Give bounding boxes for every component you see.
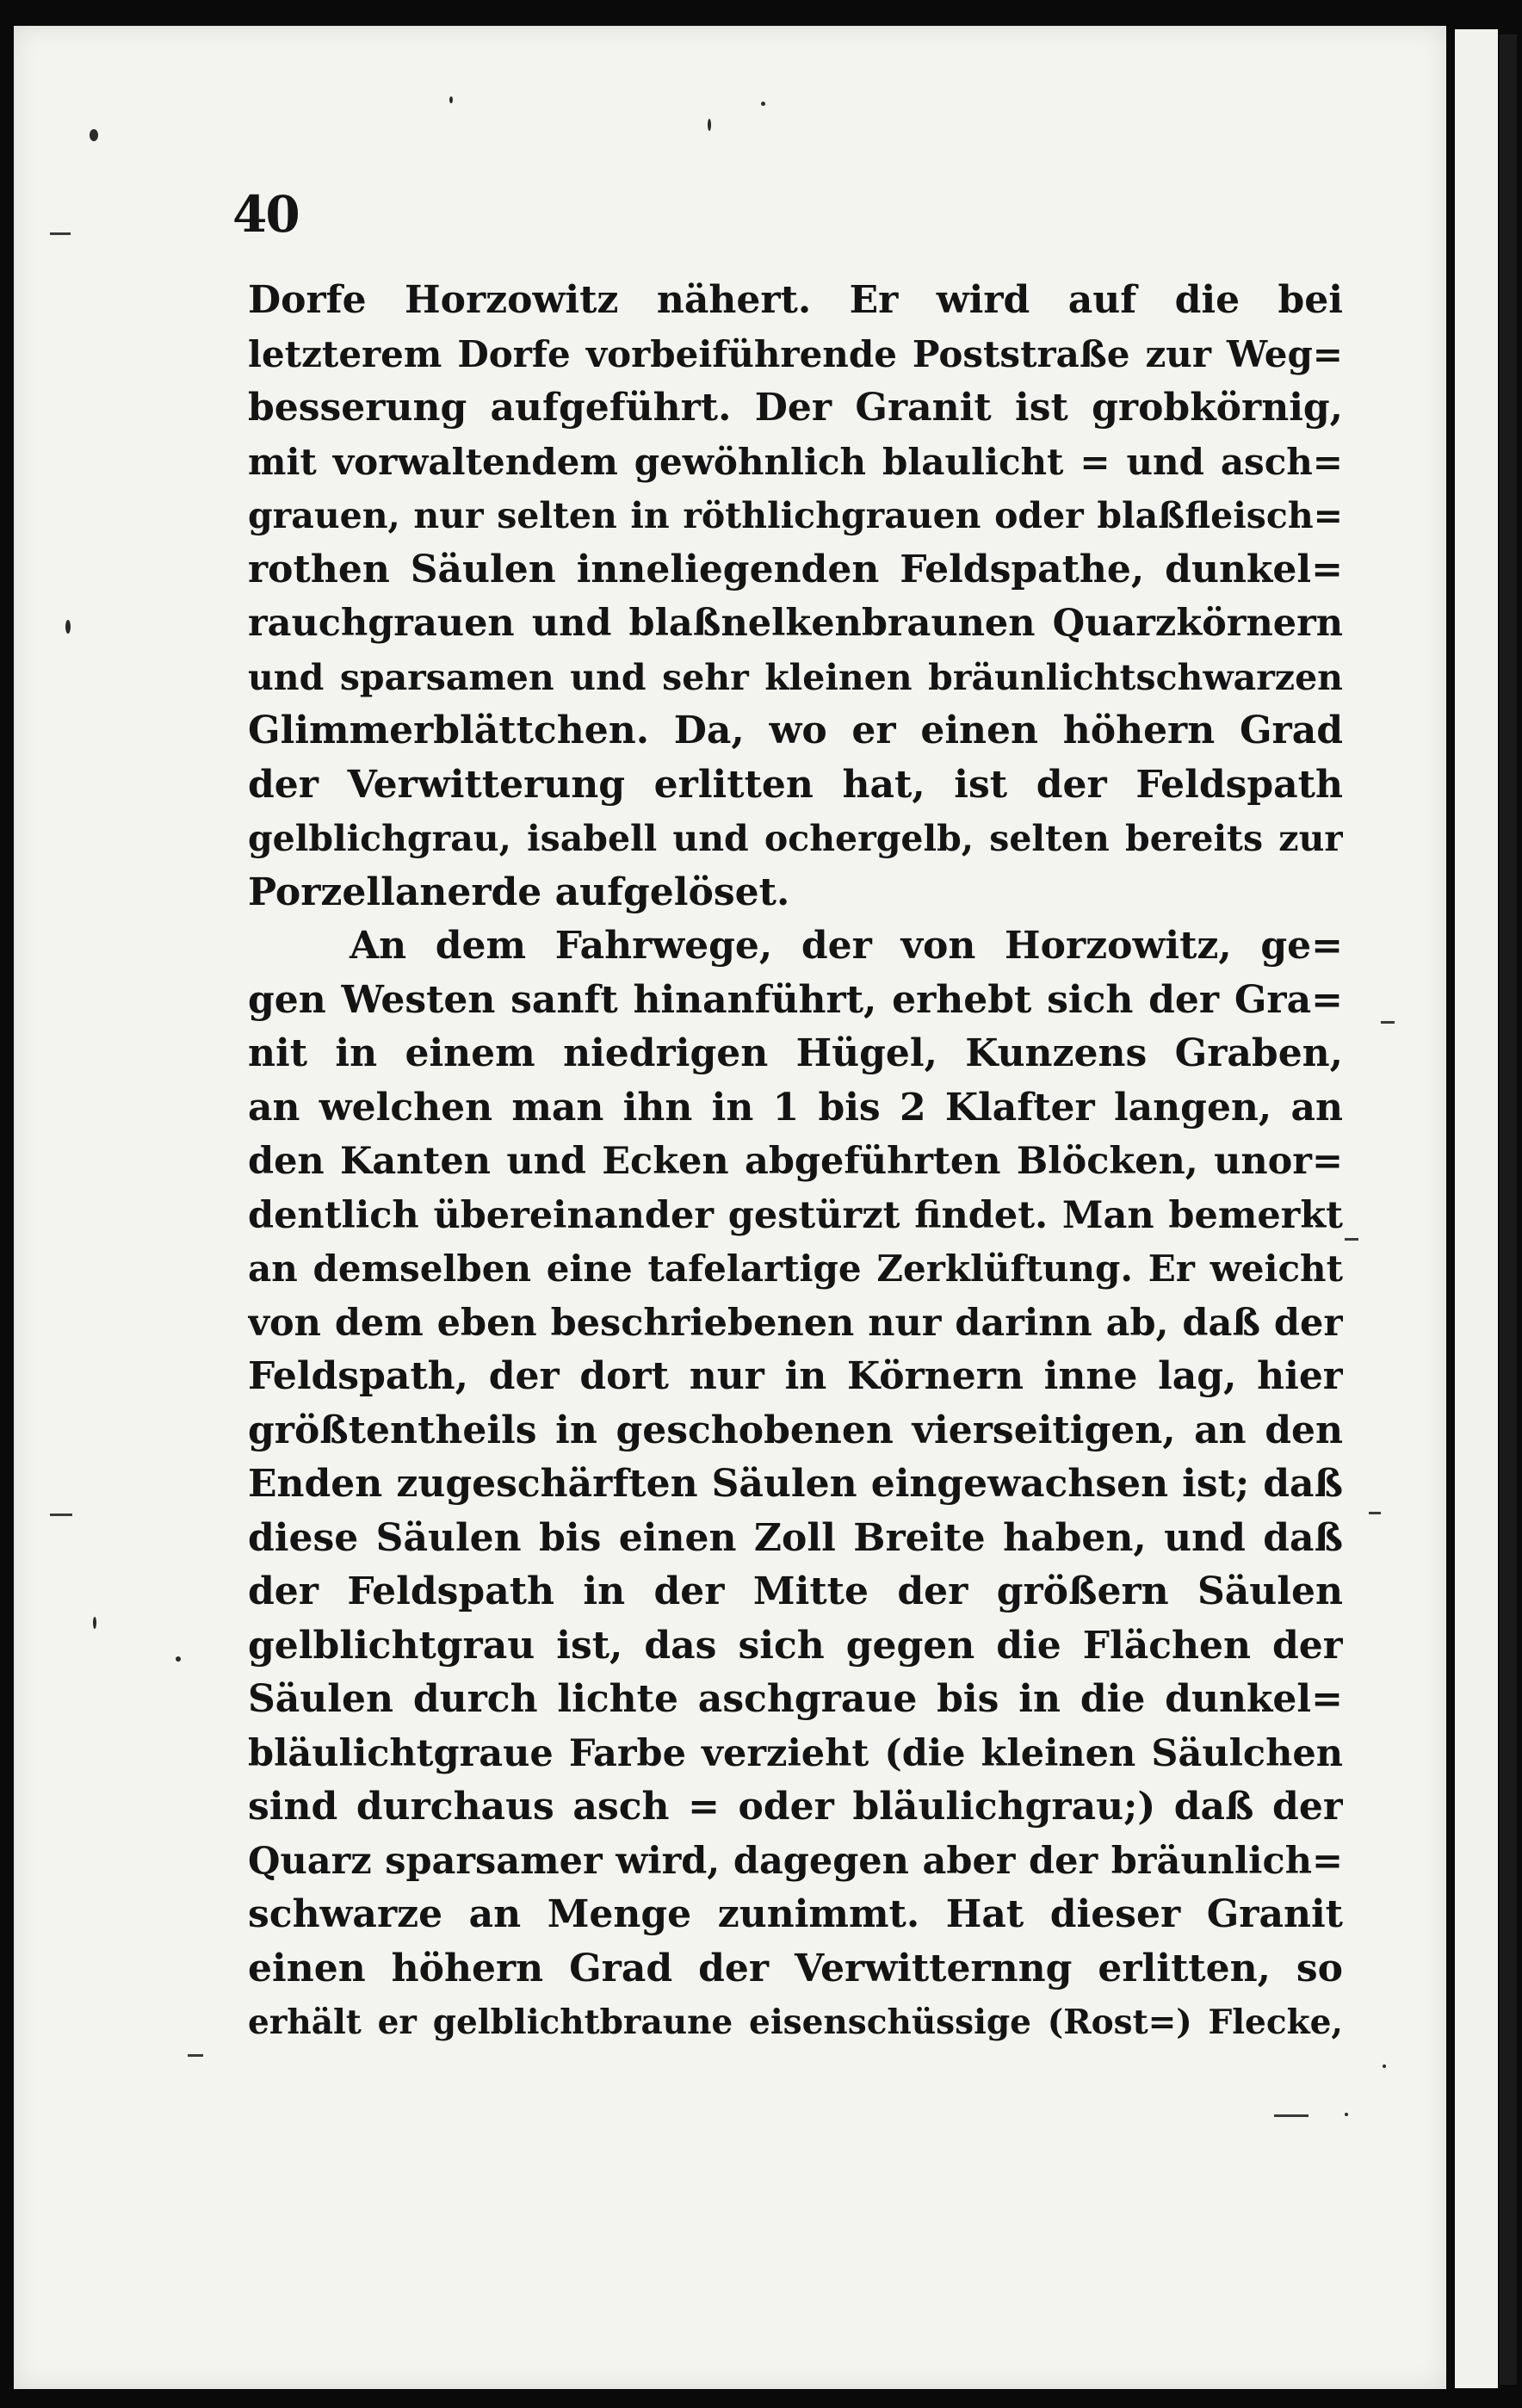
page-number: 40 bbox=[232, 185, 299, 244]
scan-speck bbox=[176, 1656, 181, 1662]
text-line: mit vorwaltendem gewöhnlich blaulicht = und asch= bbox=[248, 440, 1343, 483]
text-line: der Verwitterung erlitten hat, ist der Feldspath bbox=[248, 762, 1343, 807]
scan-mark bbox=[1345, 1238, 1358, 1241]
text-line: rauchgrauen und blaßnelkenbraunen Quarzkörnern bbox=[248, 602, 1343, 645]
text-line: schwarze an Menge zunimmt. Hat dieser Granit bbox=[248, 1892, 1343, 1936]
text-line: diese Säulen bis einen Zoll Breite haben, und daß bbox=[248, 1515, 1343, 1560]
text-line: sind durchaus asch = oder bläulichgrau;) daß der bbox=[248, 1785, 1343, 1829]
text-line: einen höhern Grad der Verwitternng erlitten, so bbox=[248, 1946, 1343, 1990]
scan-mark bbox=[50, 232, 71, 235]
scan-mark bbox=[1381, 1021, 1395, 1024]
page-edge-shadow bbox=[1500, 34, 1517, 2385]
text-line: Quarz sparsamer wird, dagegen aber der bräunlich= bbox=[248, 1839, 1343, 1883]
scan-speck bbox=[1345, 2113, 1348, 2116]
text-line: Säulen durch lichte aschgraue bis in die dunkel= bbox=[248, 1677, 1343, 1721]
scan-speck bbox=[1383, 2064, 1386, 2068]
text-line: An dem Fahrwege, der von Horzowitz, ge= bbox=[350, 924, 1343, 968]
text-line: grauen, nur selten in röthlichgrauen oder blaßfleisch= bbox=[248, 495, 1343, 536]
text-line: nit in einem niedrigen Hügel, Kunzens Graben, bbox=[248, 1031, 1343, 1075]
text-line: gelblichtgrau ist, das sich gegen die Flächen der bbox=[248, 1623, 1343, 1668]
text-line: Glimmerblättchen. Da, wo er einen höhern Grad bbox=[248, 709, 1343, 752]
text-line: dentlich übereinander gestürzt findet. Man bemerkt bbox=[248, 1193, 1343, 1237]
page-edge bbox=[1455, 29, 1498, 2388]
scan-mark bbox=[188, 2054, 203, 2057]
body-text bbox=[248, 274, 1343, 2050]
text-line: gelblichgrau, isabell und ochergelb, selten bereits zur bbox=[248, 818, 1343, 859]
text-line: Enden zugeschärften Säulen eingewachsen ist; daß bbox=[248, 1462, 1343, 1506]
text-line: an demselben eine tafelartige Zerklüftung. Er weicht bbox=[248, 1247, 1343, 1290]
text-line: bläulichtgraue Farbe verzieht (die kleinen Säulchen bbox=[248, 1731, 1343, 1775]
text-line: von dem eben beschriebenen nur darinn ab, daß der bbox=[248, 1301, 1343, 1345]
scan-speck bbox=[449, 96, 453, 103]
scan-mark bbox=[1369, 1512, 1381, 1514]
text-line: den Kanten und Ecken abgeführten Blöcken, unor= bbox=[248, 1140, 1343, 1183]
text-line: erhält er gelblichtbraune eisenschüssige (Rost=) Flecke, bbox=[248, 2003, 1343, 2042]
scan-speck bbox=[761, 102, 765, 106]
text-line: an welchen man ihn in 1 bis 2 Klafter langen, an bbox=[248, 1085, 1343, 1130]
text-line: Feldspath, der dort nur in Körnern inne lag, hier bbox=[248, 1354, 1343, 1398]
text-line: und sparsamen und sehr kleinen bräunlichtschwarzen bbox=[248, 656, 1343, 698]
scan-speck bbox=[93, 1617, 96, 1629]
text-line: besserung aufgeführt. Der Granit ist grobkörnig, bbox=[248, 386, 1343, 430]
text-line: gen Westen sanft hinanführt, erhebt sich der Gra= bbox=[248, 977, 1343, 1022]
text-line: Dorfe Horzowitz nähert. Er wird auf die bei bbox=[248, 278, 1343, 322]
text-line: der Feldspath in der Mitte der größern Säulen bbox=[248, 1569, 1343, 1613]
text-line: letzterem Dorfe vorbeiführende Poststraße zur Weg= bbox=[248, 332, 1343, 375]
scan-mark bbox=[50, 1514, 72, 1516]
scan-speck bbox=[90, 129, 98, 141]
text-line: rothen Säulen inneliegenden Feldspathe, dunkel= bbox=[248, 547, 1343, 591]
text-line: Porzellanerde aufgelöset. bbox=[248, 870, 790, 914]
scan-mark bbox=[1274, 2114, 1309, 2117]
scan-speck bbox=[65, 620, 71, 634]
text-line: größtentheils in geschobenen vierseitigen, an den bbox=[248, 1408, 1343, 1452]
scan-speck bbox=[708, 119, 711, 131]
